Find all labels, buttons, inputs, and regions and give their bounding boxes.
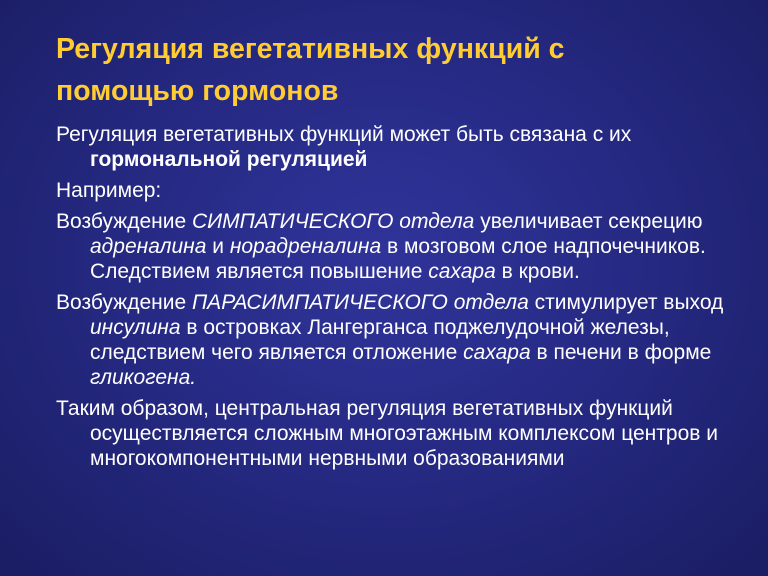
text: Например:	[56, 179, 162, 202]
text: в островках Лангерганса поджелудочной железы, следствием чего является отложение	[90, 316, 670, 364]
text: в печени в форме	[530, 341, 712, 364]
bold-term: гормональной регуляцией	[90, 148, 368, 171]
italic-term: инсулина	[90, 316, 181, 339]
italic-term: норадреналина	[229, 235, 382, 258]
text: Таким образом, центральная регуляция вегетативных функций осуществляется сложным многоэтажным комплексом центров и многокомпонентными нервными образованиями	[56, 397, 718, 470]
text: и	[206, 235, 230, 258]
italic-term: СИМПАТИЧЕСКОГО отдела	[191, 210, 475, 233]
slide-title	[56, 28, 746, 112]
italic-term: сахара	[428, 260, 496, 283]
paragraph-example	[56, 178, 756, 203]
slide-title-line-1: Регуляция вегетативных функций с	[56, 33, 565, 65]
text: увеличивает секрецию	[474, 210, 703, 233]
text: в крови.	[495, 260, 580, 283]
italic-term: сахара	[463, 341, 531, 364]
italic-term: ПАРАСИМПАТИЧЕСКОГО отдела	[191, 291, 529, 314]
slide-body	[56, 122, 756, 477]
text: Возбуждение	[56, 210, 192, 233]
text: в мозговом слое надпочечников. Следствием является повышение	[90, 235, 706, 283]
text: Регуляция вегетативных функций может быть связана с их	[56, 123, 632, 146]
paragraph-hormonal-regulation	[56, 122, 756, 172]
paragraph-parasympathetic	[56, 290, 756, 390]
paragraph-conclusion	[56, 396, 756, 471]
text: стимулирует выход	[528, 291, 724, 314]
italic-term: адреналина	[90, 235, 207, 258]
slide-title-line-2: помощью гормонов	[56, 75, 339, 107]
text: Возбуждение	[56, 291, 192, 314]
paragraph-sympathetic	[56, 209, 756, 284]
italic-term: гликогена.	[90, 366, 197, 389]
